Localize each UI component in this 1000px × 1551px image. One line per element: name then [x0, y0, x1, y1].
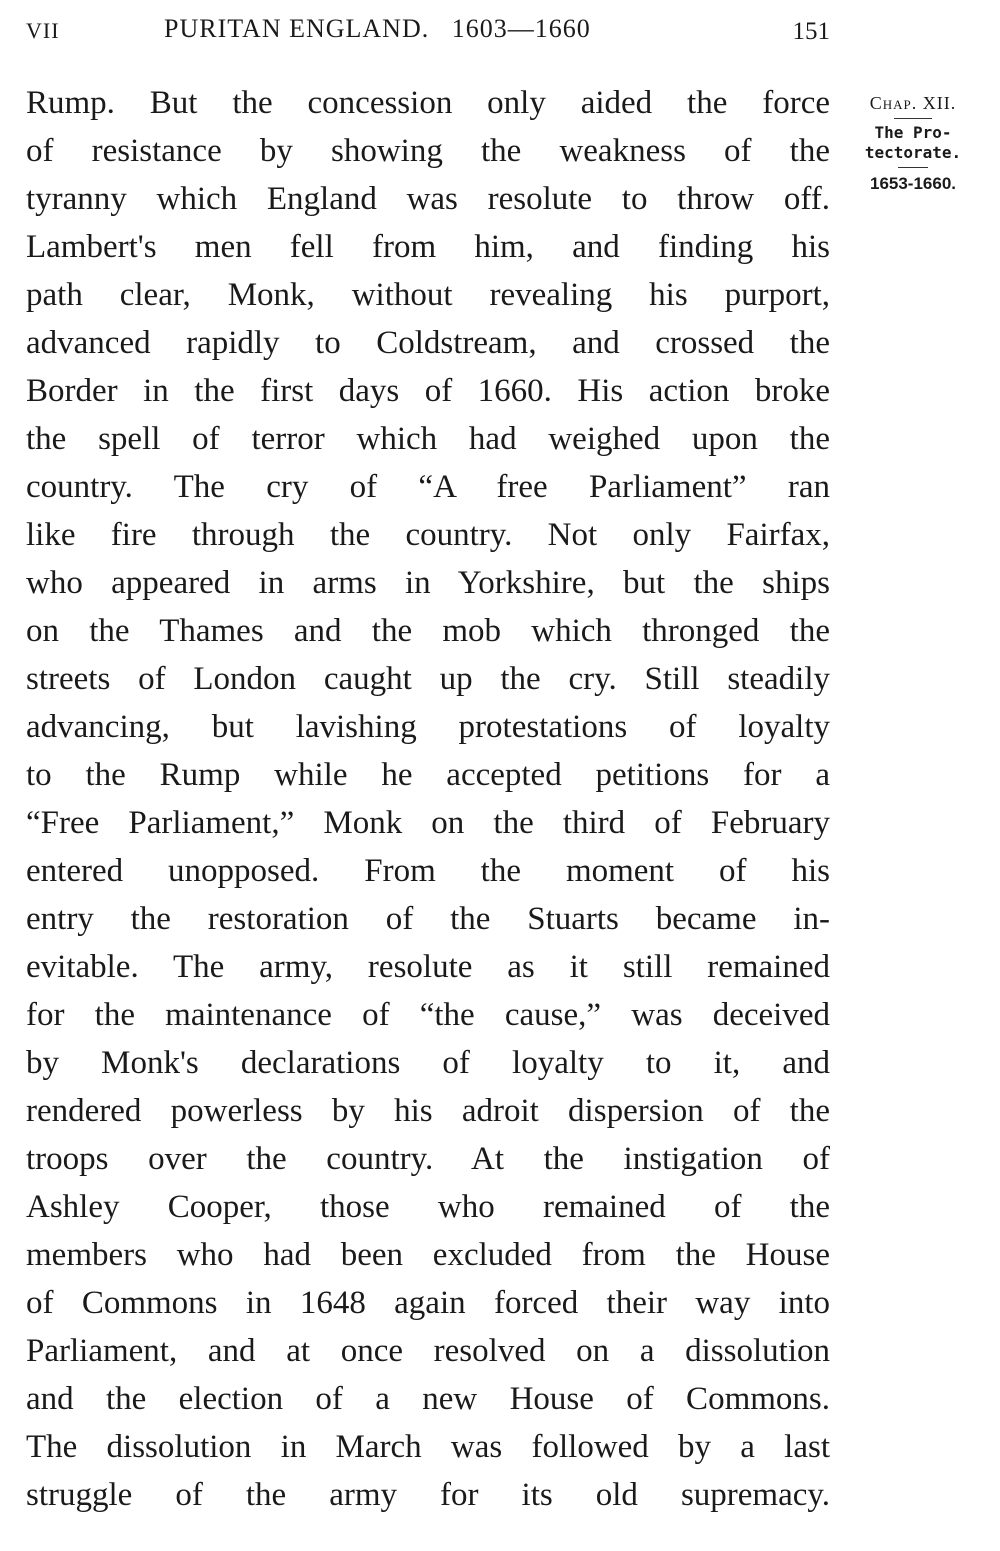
- text-line: the spell of terror which had weighed upon the: [26, 421, 830, 457]
- text-line: members who had been excluded from the House: [26, 1237, 830, 1273]
- text-line: by Monk's declarations of loyalty to it, and: [26, 1045, 830, 1081]
- text-line: struggle of the army for its old supremacy.: [26, 1477, 830, 1513]
- text-line: of resistance by showing the weakness of the: [26, 133, 830, 169]
- text-line: troops over the country. At the instigation of: [26, 1141, 830, 1177]
- text-line: Rump. But the concession only aided the force: [26, 85, 830, 121]
- text-line: streets of London caught up the cry. Still steadily: [26, 661, 830, 697]
- text-line: entry the restoration of the Stuarts became in-: [26, 901, 830, 937]
- body-text: [26, 79, 830, 1519]
- page-number: 151: [792, 18, 830, 45]
- margin-note-rule-2: [898, 167, 928, 168]
- margin-note-rule: [894, 118, 932, 119]
- text-line: Parliament, and at once resolved on a dissolution: [26, 1333, 830, 1369]
- running-head: [26, 14, 830, 50]
- text-line: rendered powerless by his adroit dispersion of the: [26, 1093, 830, 1129]
- text-line: on the Thames and the mob which thronged the: [26, 613, 830, 649]
- text-line: Lambert's men fell from him, and finding his: [26, 229, 830, 265]
- text-line: to the Rump while he accepted petitions for a: [26, 757, 830, 793]
- text-line: like fire through the country. Not only Fairfax,: [26, 517, 830, 553]
- text-line: Ashley Cooper, those who remained of the: [26, 1189, 830, 1225]
- text-line: “Free Parliament,” Monk on the third of February: [26, 805, 830, 841]
- text-line: and the election of a new House of Commons.: [26, 1381, 830, 1417]
- margin-note-chapter: Chap. XII.: [869, 93, 957, 113]
- text-line: of Commons in 1648 again forced their way into: [26, 1285, 830, 1321]
- margin-note: [846, 90, 980, 194]
- text-line: advancing, but lavishing protestations of loyalty: [26, 709, 830, 745]
- text-line: entered unopposed. From the moment of his: [26, 853, 830, 889]
- text-line: tyranny which England was resolute to throw off.: [26, 181, 830, 217]
- text-line: advanced rapidly to Coldstream, and crossed the: [26, 325, 830, 361]
- text-line: path clear, Monk, without revealing his purport,: [26, 277, 830, 313]
- text-line: for the maintenance of “the cause,” was deceived: [26, 997, 830, 1033]
- margin-note-section-line-1: The Pro-: [874, 123, 952, 142]
- margin-note-section-line-2: tectorate.: [864, 143, 962, 162]
- text-line: evitable. The army, resolute as it still remained: [26, 949, 830, 985]
- text-line: The dissolution in March was followed by a last: [26, 1429, 830, 1465]
- running-head-title: PURITAN ENGLAND. 1603—1660: [164, 14, 591, 43]
- text-line: Border in the first days of 1660. His action broke: [26, 373, 830, 409]
- text-line: who appeared in arms in Yorkshire, but the ships: [26, 565, 830, 601]
- text-line: country. The cry of “A free Parliament” ran: [26, 469, 830, 505]
- running-head-chapter-numeral: VII: [26, 18, 60, 43]
- margin-note-dates: 1653-1660.: [869, 174, 957, 193]
